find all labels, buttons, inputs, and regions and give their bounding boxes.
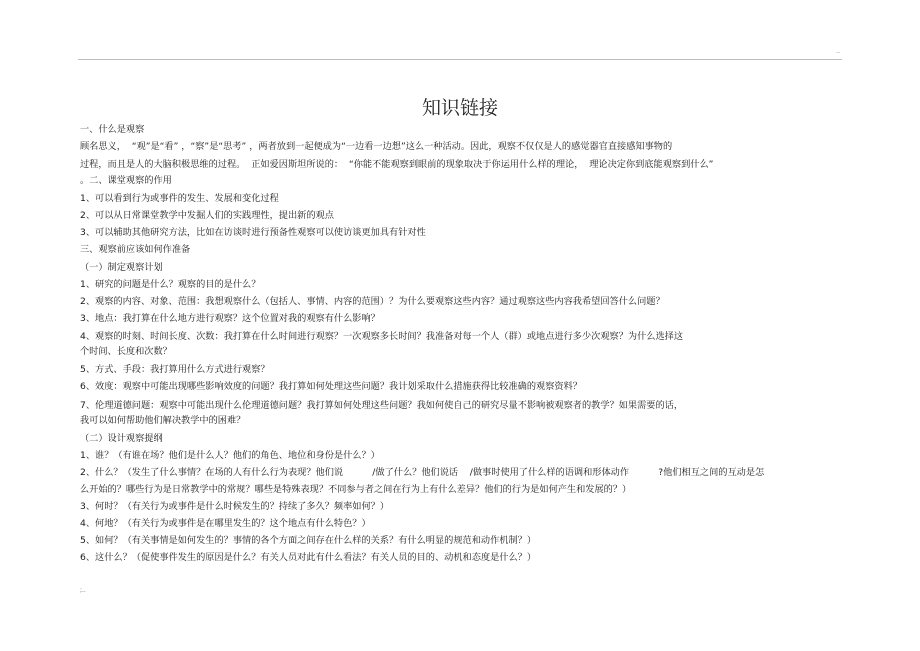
paragraph-line: 过程，而且是人的大脑积极思维的过程。 正如爱因斯坦所说的： “你能不能观察到眼前的现象取决于你运用什么样的理论， 理论决定你到底能观察到什么” <box>80 159 714 170</box>
list-item: 5、如何？（有关事情是如何发生的？事情的各个方面之间存在什么样的关系？有什么明显的规范和动作机制？） <box>80 535 537 546</box>
section-heading: 。二、课堂观察的作用 <box>80 175 172 186</box>
list-item: 2、观察的内容、对象、范围：我想观察什么（包括人、事情、内容的范围）？为什么要观察这些内容？通过观察这些内容我希望回答什么问题？ <box>80 296 665 307</box>
list-item: 1、可以看到行为或事件的发生、发展和变化过程 <box>80 193 279 204</box>
section-heading: 三、观察前应该如何作准备 <box>80 244 191 255</box>
list-item: 2、可以从日常课堂教学中发掘人们的实践理性，提出新的观点 <box>80 210 334 221</box>
list-item-continuation: 我可以如何帮助他们解决教学中的困难？ <box>80 415 246 426</box>
subsection-heading: （二）设计观察提纲 <box>80 433 163 444</box>
footer-mark: ;.. <box>80 587 86 594</box>
section-heading: 一、什么是观察 <box>80 124 145 135</box>
list-item-continuation: 么开始的？哪些行为是日常教学中的常规？哪些是特殊表现？不同参与者之间在行为上有什么差异？他们的行为是如何产生和发展的？） <box>80 484 632 495</box>
page-title: 知识链接 <box>421 97 498 119</box>
header-mark: .. <box>836 48 840 55</box>
list-item: 3、何时？（有关行为或事件是什么时候发生的？持续了多久？频率如何？） <box>80 501 390 512</box>
list-item: 6、这什么？（促使事件发生的原因是什么？有关人员对此有什么看法？有关人员的目的、动机和态度是什么？） <box>80 552 537 563</box>
list-item: 7、伦理道德问题：观察中可能出现什么伦理道德问题？我打算如何处理这些问题？我如何使自己的研究尽量不影响被观察者的教学？如果需要的话， <box>80 400 684 411</box>
list-item: 4、何地？（有关行为或事件是在哪里发生的？这个地点有什么特色？） <box>80 518 371 529</box>
list-item: 5、方式、手段：我打算用什么方式进行观察？ <box>80 364 270 375</box>
list-item: 4、观察的时刻、时间长度、次数：我打算在什么时间进行观察？一次观察多长时间？我准备对每一个人（群）或地点进行多少次观察？为什么选择这 <box>80 331 684 342</box>
list-item: 6、效度：观察中可能出现哪些影响效度的问题？我打算如何处理这些问题？我计划采取什么措施获得比较准确的观察资料？ <box>80 381 582 392</box>
header-rule <box>78 59 842 60</box>
subsection-heading: （一）制定观察计划 <box>80 262 163 273</box>
list-item: 3、地点：我打算在什么地方进行观察？这个位置对我的观察有什么影响？ <box>80 313 380 324</box>
list-item: 1、谁？（有谁在场？他们是什么人？他们的角色、地位和身份是什么？） <box>80 450 380 461</box>
list-item: 3、可以辅助其他研究方法，比如在访谈时进行预备性观察可以使访谈更加具有针对性 <box>80 227 426 238</box>
list-item-continuation: 个时间、长度和次数？ <box>80 346 172 357</box>
list-item: 1、研究的问题是什么？观察的目的是什么？ <box>80 279 261 290</box>
paragraph-line: 顾名思义， “观”是“看” ，“察”是“思考” ，两者放到一起便成为“一边看一边想”这么一种活动。因此，观察不仅仅是人的感觉器官直接感知事物的 <box>80 141 673 152</box>
list-item: 2、什么？（发生了什么事情？在场的人有什么行为表现？他们说 /做了什么？他们说话 /做事时使用了什么样的语调和形体动作 ?他们相互之间的互动是怎 <box>80 467 765 478</box>
